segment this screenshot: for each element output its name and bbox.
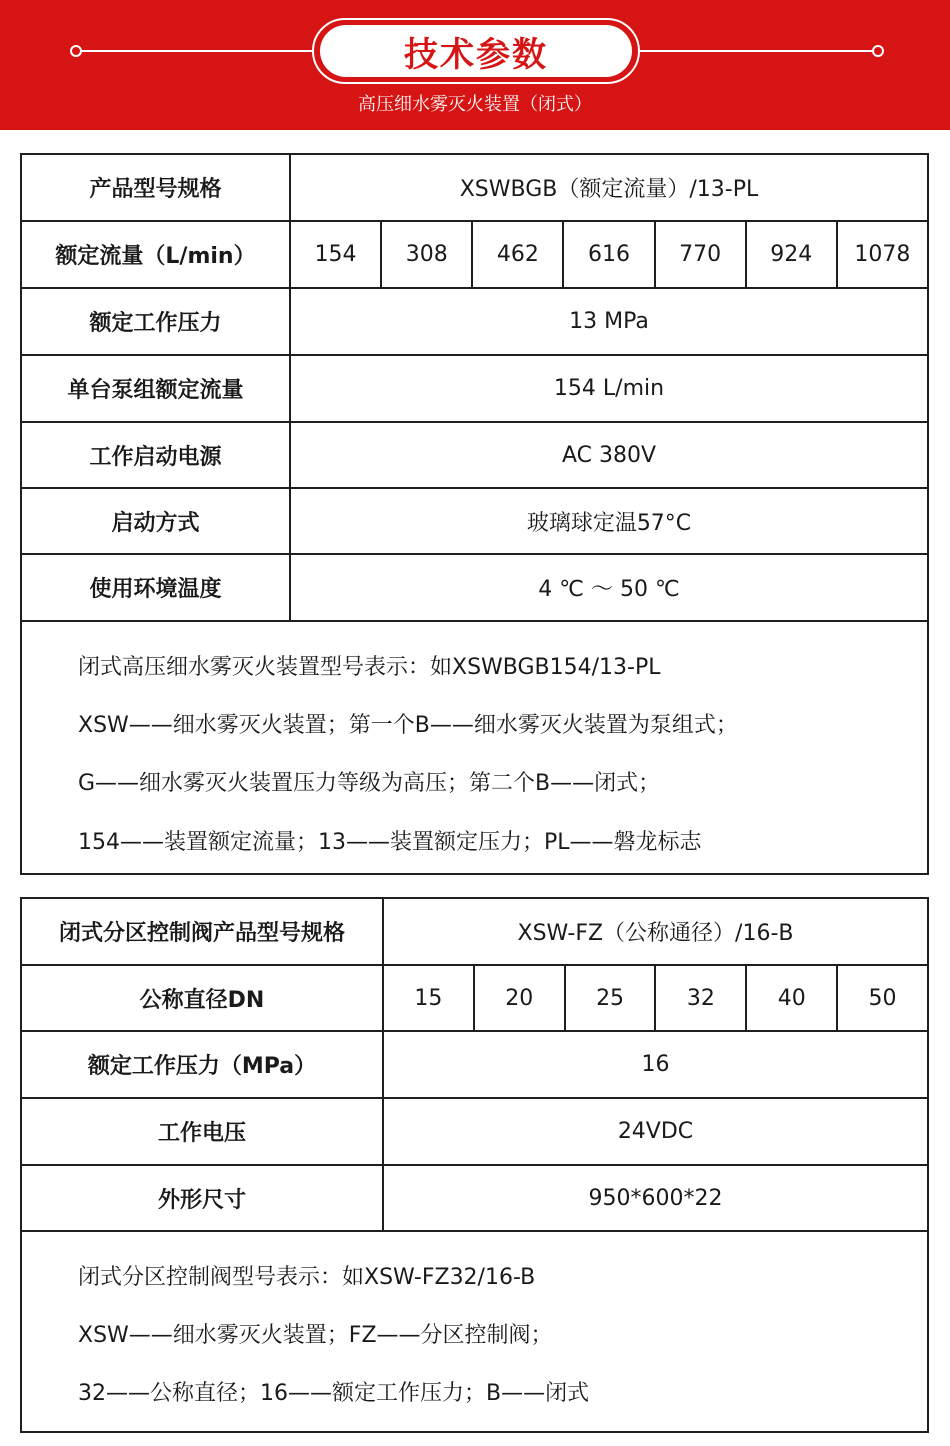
dn-value-cell: 50 <box>868 985 897 1011</box>
row-label: 额定流量（L/min） <box>22 222 291 287</box>
dn-value-cell: 40 <box>747 966 838 1030</box>
flow-value-cell: 770 <box>656 222 747 287</box>
row-value: XSWBGB（额定流量）/13-PL <box>459 177 759 202</box>
row-value: 16 <box>641 1052 670 1077</box>
note-line: XSW——细水雾灭火装置；第一个B——细水雾灭火装置为泵组式； <box>78 713 738 738</box>
note-line: G——细水雾灭火装置压力等级为高压；第二个B——闭式； <box>78 771 661 796</box>
dn-value-cell: 32 <box>656 966 747 1030</box>
flow-value-cell: 1078 <box>854 242 911 267</box>
table-row <box>22 966 927 1032</box>
spec-table-device <box>20 153 929 875</box>
row-value: 24VDC <box>617 1119 694 1144</box>
note-line: 闭式高压细水雾灭火装置型号表示：如XSWBGB154/13-PL <box>78 655 661 680</box>
flow-value-cell: 154 <box>291 222 382 287</box>
flow-value-cell: 616 <box>564 222 655 287</box>
table-row <box>22 1166 927 1232</box>
table-row <box>22 489 927 555</box>
table-row <box>22 1032 927 1099</box>
note-line: 154——装置额定流量；13——装置额定压力；PL——磐龙标志 <box>78 830 702 855</box>
row-label: 工作启动电源 <box>22 423 291 487</box>
flow-value-cell: 924 <box>747 222 838 287</box>
row-label: 闭式分区控制阀产品型号规格 <box>22 899 384 964</box>
row-label: 外形尺寸 <box>22 1166 384 1230</box>
row-label: 公称直径DN <box>22 966 384 1030</box>
table-row <box>22 356 927 423</box>
header-dot-left <box>70 45 82 57</box>
row-label: 额定工作压力 <box>22 289 291 354</box>
dn-value-cell: 15 <box>384 966 475 1030</box>
table-row <box>22 555 927 622</box>
header-divider-left <box>76 50 312 52</box>
model-notes <box>22 1232 927 1431</box>
table-row <box>22 155 927 222</box>
model-notes <box>22 622 927 873</box>
row-value: 13 MPa <box>569 309 649 334</box>
row-label: 额定工作压力（MPa） <box>22 1032 384 1097</box>
row-label: 启动方式 <box>22 489 291 553</box>
row-value: AC 380V <box>561 442 657 468</box>
row-label: 工作电压 <box>22 1099 384 1164</box>
table-row <box>22 289 927 356</box>
table-row <box>22 222 927 289</box>
row-value: 154 L/min <box>553 376 665 401</box>
page-subtitle: 高压细水雾灭火装置（闭式） <box>358 94 592 115</box>
header-dot-right <box>872 45 884 57</box>
header-divider-right <box>638 50 878 52</box>
note-line: XSW——细水雾灭火装置；FZ——分区控制阀； <box>78 1323 553 1348</box>
flow-value-cell: 308 <box>382 222 473 287</box>
row-label: 使用环境温度 <box>22 555 291 620</box>
row-value: 950*600*22 <box>588 1185 723 1211</box>
row-label: 产品型号规格 <box>22 155 291 220</box>
row-value: XSW-FZ（公称通径）/16-B <box>517 921 794 946</box>
dn-value-cell: 25 <box>566 966 657 1030</box>
note-line: 32——公称直径；16——额定工作压力；B——闭式 <box>78 1381 590 1406</box>
table-row <box>22 423 927 489</box>
row-label: 单台泵组额定流量 <box>22 356 291 421</box>
dn-value-cell: 20 <box>475 966 566 1030</box>
row-value: 4 ℃ ～ 50 ℃ <box>538 577 680 602</box>
table-row <box>22 1099 927 1166</box>
header-banner <box>0 0 950 130</box>
table-row <box>22 899 927 966</box>
page-title: 技术参数 <box>404 34 548 75</box>
title-pill <box>320 25 632 77</box>
row-value: 玻璃球定温57°C <box>526 510 692 536</box>
flow-value-cell: 462 <box>473 222 564 287</box>
note-line: 闭式分区控制阀型号表示：如XSW-FZ32/16-B <box>78 1265 536 1290</box>
spec-table-valve <box>20 897 929 1433</box>
